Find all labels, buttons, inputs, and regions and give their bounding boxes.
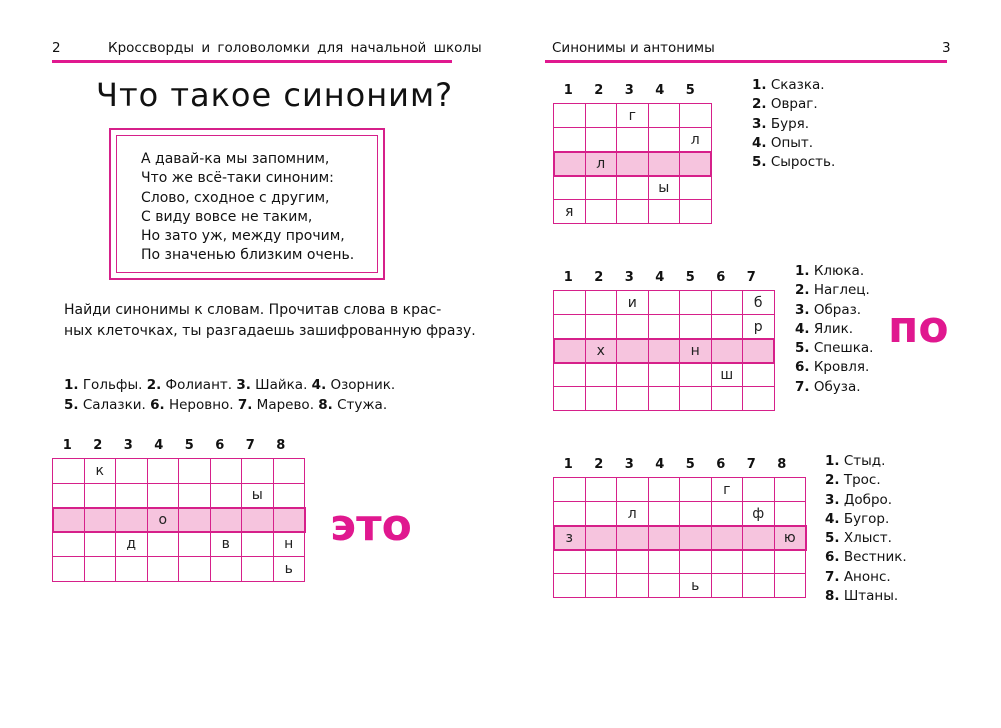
- clue-number: 7.: [825, 568, 840, 585]
- crossword-grid: [553, 477, 806, 598]
- column-number: 2: [594, 270, 604, 285]
- grid-row: [554, 291, 775, 315]
- grid-row: [554, 315, 775, 339]
- grid-cell[interactable]: [617, 574, 649, 598]
- grid-row: [53, 557, 305, 582]
- column-number: 5: [685, 270, 695, 285]
- column-number: 2: [594, 457, 604, 472]
- clue-list: [795, 262, 873, 397]
- grid-cell[interactable]: [680, 502, 712, 526]
- grid-cell[interactable]: г: [711, 478, 743, 502]
- grid-cell[interactable]: ш: [711, 363, 743, 387]
- poem-line: С виду вовсе не таким,: [141, 208, 313, 225]
- grid-cell[interactable]: [147, 557, 179, 582]
- grid-cell[interactable]: [585, 104, 617, 128]
- grid-cell[interactable]: [648, 104, 680, 128]
- grid-cell[interactable]: [147, 532, 179, 557]
- clue-item: [825, 452, 907, 471]
- grid-cell[interactable]: р: [743, 315, 775, 339]
- clue-word: Хлыст.: [839, 530, 892, 547]
- word-item: Фолиант.: [161, 377, 237, 393]
- word-item: Салазки.: [78, 397, 151, 413]
- grid-cell[interactable]: [210, 459, 242, 484]
- grid-cell[interactable]: [617, 315, 649, 339]
- grid-cell[interactable]: о: [147, 508, 179, 533]
- column-number: 7: [245, 438, 255, 453]
- grid-cell[interactable]: [554, 550, 586, 574]
- right-header-rule: [545, 60, 947, 63]
- grid-cell[interactable]: [242, 557, 274, 582]
- grid-cell[interactable]: к: [84, 459, 116, 484]
- clue-number: 2.: [825, 472, 840, 489]
- column-number: 3: [123, 438, 133, 453]
- clue-number: 6.: [825, 549, 840, 566]
- poem-line: Но зато уж, между прочим,: [141, 228, 345, 245]
- word-number: 6.: [150, 397, 165, 413]
- clue-word: Сказка.: [766, 77, 825, 93]
- grid-cell[interactable]: [774, 550, 806, 574]
- grid-cell[interactable]: [617, 363, 649, 387]
- clue-item: [752, 95, 835, 114]
- clue-item: [825, 548, 907, 567]
- grid-cell[interactable]: [242, 459, 274, 484]
- grid-row: [554, 502, 806, 526]
- clue-number: 2.: [795, 282, 810, 299]
- grid-cell[interactable]: [680, 291, 712, 315]
- grid-cell[interactable]: [774, 502, 806, 526]
- grid-cell[interactable]: [554, 574, 586, 598]
- grid-cell[interactable]: [648, 478, 680, 502]
- clue-word: Вестник.: [839, 549, 907, 566]
- clue-number: 1.: [795, 263, 810, 279]
- crossword-grid: [52, 458, 305, 582]
- grid-cell[interactable]: [53, 557, 85, 582]
- clue-item: [795, 339, 873, 358]
- clue-word: Обуза.: [809, 378, 861, 395]
- grid-cell[interactable]: [648, 152, 680, 176]
- column-number: 8: [276, 438, 286, 453]
- word-number: 4.: [311, 377, 327, 393]
- clue-word: Образ.: [809, 301, 862, 318]
- clue-number: 2.: [752, 96, 767, 113]
- clue-number: 6.: [795, 359, 810, 376]
- grid-row: [554, 363, 775, 387]
- grid-cell[interactable]: н: [680, 339, 712, 363]
- grid-cell[interactable]: з: [554, 526, 586, 550]
- clue-item: [752, 76, 835, 95]
- grid-cell[interactable]: [774, 574, 806, 598]
- grid-cell[interactable]: [585, 315, 617, 339]
- grid-cell[interactable]: [179, 483, 211, 508]
- grid-cell[interactable]: [554, 152, 586, 176]
- clue-item: [795, 281, 873, 300]
- grid-cell[interactable]: [273, 483, 305, 508]
- grid-cell[interactable]: [743, 550, 775, 574]
- grid-cell[interactable]: [648, 550, 680, 574]
- clue-number: 8.: [825, 588, 840, 605]
- clue-number: 3.: [825, 491, 840, 508]
- column-number: 2: [93, 438, 103, 453]
- grid-cell[interactable]: [554, 502, 586, 526]
- column-number: 2: [594, 83, 604, 98]
- grid-cell[interactable]: [680, 104, 712, 128]
- grid-cell[interactable]: [617, 200, 649, 224]
- clue-number: 4.: [795, 320, 810, 337]
- grid-cell[interactable]: ю: [774, 526, 806, 550]
- grid-cell[interactable]: [273, 508, 305, 533]
- column-number: 8: [777, 457, 787, 472]
- grid-cell[interactable]: [711, 315, 743, 339]
- grid-cell[interactable]: ф: [743, 502, 775, 526]
- grid-cell[interactable]: [554, 176, 586, 200]
- column-number: 1: [563, 270, 573, 285]
- clue-list: [752, 76, 835, 172]
- grid-cell[interactable]: [84, 557, 116, 582]
- grid-cell[interactable]: [585, 363, 617, 387]
- grid-cell[interactable]: [711, 339, 743, 363]
- grid-cell[interactable]: [116, 508, 148, 533]
- grid-cell[interactable]: [711, 574, 743, 598]
- grid-row: [554, 104, 712, 128]
- grid-cell[interactable]: [53, 483, 85, 508]
- grid-cell[interactable]: [585, 291, 617, 315]
- clue-word: Буря.: [766, 115, 810, 132]
- column-number: 7: [746, 457, 756, 472]
- instruction-line: Найди синонимы к словам. Прочитав слова в крас-: [64, 302, 442, 318]
- grid-cell[interactable]: [585, 502, 617, 526]
- grid-cell[interactable]: [585, 387, 617, 411]
- grid-cell[interactable]: [711, 526, 743, 550]
- column-number: 5: [685, 457, 695, 472]
- grid-cell[interactable]: [84, 508, 116, 533]
- grid-cell[interactable]: [648, 387, 680, 411]
- grid-cell[interactable]: [680, 152, 712, 176]
- word-item: Стужа.: [332, 397, 388, 413]
- grid-cell[interactable]: [554, 478, 586, 502]
- grid-cell[interactable]: [680, 176, 712, 200]
- column-number: 1: [563, 83, 573, 98]
- word-number: 2.: [146, 377, 162, 393]
- grid-cell[interactable]: [743, 387, 775, 411]
- clue-item: [795, 358, 873, 377]
- word-list-row: [64, 395, 395, 415]
- grid-row: [554, 176, 712, 200]
- grid-row: [53, 532, 305, 557]
- column-number: 1: [563, 457, 573, 472]
- grid-cell[interactable]: [116, 557, 148, 582]
- clue-item: [795, 262, 873, 281]
- clue-item: [795, 378, 873, 397]
- clue-word: Анонс.: [839, 568, 891, 585]
- word-item: Неровно.: [164, 397, 238, 413]
- clue-word: Трос.: [839, 472, 881, 489]
- clue-word: Опыт.: [766, 134, 814, 151]
- highlighted-row: [53, 508, 305, 533]
- word-number: 3.: [236, 377, 251, 393]
- clue-item: [825, 568, 907, 587]
- clue-word: Кровля.: [809, 359, 870, 376]
- word-item: Гольфы.: [78, 377, 147, 393]
- grid-cell[interactable]: [711, 550, 743, 574]
- grid-cell[interactable]: [617, 339, 649, 363]
- grid-cell[interactable]: [743, 363, 775, 387]
- grid-cell[interactable]: [617, 526, 649, 550]
- column-number: 4: [655, 270, 665, 285]
- grid-cell[interactable]: ы: [242, 483, 274, 508]
- column-number: 6: [716, 457, 726, 472]
- grid-cell[interactable]: д: [116, 532, 148, 557]
- grid-cell[interactable]: [648, 291, 680, 315]
- grid-cell[interactable]: [585, 128, 617, 152]
- grid-cell[interactable]: [711, 387, 743, 411]
- clue-word: Спешка.: [809, 340, 874, 357]
- clue-item: [795, 320, 873, 339]
- grid-cell[interactable]: л: [585, 152, 617, 176]
- right-page-number: 3: [942, 40, 951, 56]
- grid-row: [554, 200, 712, 224]
- page-title: Что такое синоним?: [96, 76, 454, 114]
- column-number: 6: [215, 438, 225, 453]
- clue-list: [825, 452, 907, 606]
- instruction-line: ных клеточках, ты разгадаешь зашифрованную фразу.: [64, 323, 476, 339]
- poem: [141, 150, 354, 266]
- grid-cell[interactable]: [711, 291, 743, 315]
- clue-item: [752, 115, 835, 134]
- column-number: 3: [624, 270, 634, 285]
- word-item: Марево.: [252, 397, 319, 413]
- clue-item: [825, 491, 907, 510]
- grid-cell[interactable]: [53, 508, 85, 533]
- instruction: [64, 300, 476, 342]
- clue-word: Бугор.: [839, 510, 890, 527]
- grid-cell[interactable]: [84, 532, 116, 557]
- grid-cell[interactable]: я: [554, 200, 586, 224]
- grid-cell[interactable]: [648, 339, 680, 363]
- grid-row: [554, 574, 806, 598]
- crossword-grid: [553, 290, 775, 411]
- grid-cell[interactable]: [648, 200, 680, 224]
- grid-cell[interactable]: [617, 176, 649, 200]
- clue-number: 3.: [795, 301, 810, 318]
- grid-cell[interactable]: [53, 532, 85, 557]
- grid-cell[interactable]: [242, 508, 274, 533]
- grid-cell[interactable]: [84, 483, 116, 508]
- grid-cell[interactable]: х: [585, 339, 617, 363]
- grid-cell[interactable]: [648, 574, 680, 598]
- clue-number: 5.: [795, 340, 810, 357]
- clue-word: Добро.: [839, 491, 893, 508]
- grid-cell[interactable]: [179, 557, 211, 582]
- clue-word: Клюка.: [809, 263, 865, 279]
- highlighted-row: [554, 152, 712, 176]
- column-number: 1: [62, 438, 72, 453]
- grid-cell[interactable]: [743, 574, 775, 598]
- right-running-title: Синонимы и антонимы: [552, 40, 715, 56]
- grid-cell[interactable]: [774, 478, 806, 502]
- highlighted-row: [554, 339, 775, 363]
- grid-cell[interactable]: [554, 339, 586, 363]
- grid-cell[interactable]: [743, 526, 775, 550]
- grid-cell[interactable]: и: [617, 291, 649, 315]
- grid-cell[interactable]: [210, 483, 242, 508]
- grid-cell[interactable]: [617, 550, 649, 574]
- highlighted-row: [554, 526, 806, 550]
- grid-row: [554, 550, 806, 574]
- grid-cell[interactable]: [617, 152, 649, 176]
- grid-cell[interactable]: [554, 387, 586, 411]
- grid-cell[interactable]: ы: [648, 176, 680, 200]
- column-number: 5: [685, 83, 695, 98]
- poem-line: Что же всё-таки синоним:: [141, 170, 334, 187]
- word-number: 5.: [64, 397, 79, 413]
- grid-cell[interactable]: ь: [273, 557, 305, 582]
- word-item: Шайка.: [250, 377, 312, 393]
- grid-cell[interactable]: [680, 200, 712, 224]
- clue-item: [825, 587, 907, 606]
- grid-cell[interactable]: л: [617, 502, 649, 526]
- grid-cell[interactable]: [210, 508, 242, 533]
- grid-row: [53, 483, 305, 508]
- grid-cell[interactable]: [743, 339, 775, 363]
- crossword-grid: [553, 103, 712, 224]
- word-number: 7.: [237, 397, 253, 413]
- column-number: 3: [624, 83, 634, 98]
- grid-cell[interactable]: [680, 550, 712, 574]
- column-number: 4: [655, 457, 665, 472]
- grid-cell[interactable]: [554, 291, 586, 315]
- grid-cell[interactable]: [617, 478, 649, 502]
- answer-word: по: [888, 302, 949, 353]
- column-number: 5: [184, 438, 194, 453]
- grid-cell[interactable]: [179, 459, 211, 484]
- poem-line: По значенью близким очень.: [141, 247, 355, 264]
- grid-cell[interactable]: [210, 557, 242, 582]
- column-number: 4: [154, 438, 164, 453]
- grid-cell[interactable]: [554, 104, 586, 128]
- clue-number: 4.: [825, 510, 840, 527]
- grid-cell[interactable]: [680, 478, 712, 502]
- grid-cell[interactable]: б: [743, 291, 775, 315]
- grid-cell[interactable]: [147, 459, 179, 484]
- grid-cell[interactable]: [242, 532, 274, 557]
- grid-cell[interactable]: [585, 550, 617, 574]
- grid-cell[interactable]: [585, 526, 617, 550]
- clue-number: 5.: [752, 154, 767, 171]
- grid-cell[interactable]: [585, 176, 617, 200]
- clue-item: [825, 471, 907, 490]
- word-list: [64, 375, 395, 415]
- left-running-title: Кроссворды и головоломки для начальной школы: [108, 40, 482, 56]
- clue-number: 5.: [825, 530, 840, 547]
- clue-word: Овраг.: [766, 96, 818, 113]
- grid-cell[interactable]: ь: [680, 574, 712, 598]
- grid-cell[interactable]: [147, 483, 179, 508]
- grid-cell[interactable]: [680, 363, 712, 387]
- grid-cell[interactable]: л: [680, 128, 712, 152]
- clue-number: 1.: [752, 77, 767, 93]
- grid-cell[interactable]: [648, 315, 680, 339]
- grid-cell[interactable]: [617, 387, 649, 411]
- column-number: 6: [716, 270, 726, 285]
- clue-item: [752, 153, 835, 172]
- grid-cell[interactable]: [585, 478, 617, 502]
- grid-cell[interactable]: [617, 128, 649, 152]
- column-number: 7: [746, 270, 756, 285]
- column-number: 3: [624, 457, 634, 472]
- left-page-number: 2: [52, 40, 61, 56]
- grid-cell[interactable]: [648, 526, 680, 550]
- grid-row: [554, 387, 775, 411]
- column-number: 4: [655, 83, 665, 98]
- word-number: 1.: [64, 377, 79, 393]
- grid-cell[interactable]: [680, 526, 712, 550]
- grid-cell[interactable]: [179, 508, 211, 533]
- clue-word: Сырость.: [766, 154, 836, 171]
- grid-cell[interactable]: [554, 363, 586, 387]
- grid-cell[interactable]: г: [617, 104, 649, 128]
- clue-number: 7.: [795, 378, 810, 395]
- clue-item: [825, 510, 907, 529]
- grid-cell[interactable]: н: [273, 532, 305, 557]
- clue-item: [795, 301, 873, 320]
- grid-cell[interactable]: [585, 574, 617, 598]
- poem-line: А давай-ка мы запомним,: [141, 151, 330, 167]
- clue-word: Ялик.: [809, 320, 854, 337]
- clue-number: 4.: [752, 134, 767, 151]
- clue-word: Наглец.: [809, 282, 870, 299]
- poem-frame: [109, 128, 385, 280]
- grid-cell[interactable]: [648, 128, 680, 152]
- word-item: Озорник.: [326, 377, 396, 393]
- grid-cell[interactable]: [179, 532, 211, 557]
- grid-cell[interactable]: в: [210, 532, 242, 557]
- grid-row: [554, 128, 712, 152]
- grid-cell[interactable]: [648, 363, 680, 387]
- clue-number: 3.: [752, 115, 767, 132]
- answer-word: это: [330, 500, 412, 551]
- grid-cell[interactable]: [743, 478, 775, 502]
- grid-cell[interactable]: [648, 502, 680, 526]
- word-list-row: [64, 375, 395, 395]
- grid-row: [53, 459, 305, 484]
- clue-item: [752, 134, 835, 153]
- left-header-rule: [52, 60, 452, 63]
- grid-cell[interactable]: [554, 128, 586, 152]
- grid-cell[interactable]: [116, 459, 148, 484]
- grid-cell[interactable]: [554, 315, 586, 339]
- grid-cell[interactable]: [680, 315, 712, 339]
- clue-word: Стыд.: [839, 453, 886, 469]
- grid-row: [554, 478, 806, 502]
- grid-cell[interactable]: [53, 459, 85, 484]
- clue-item: [825, 529, 907, 548]
- grid-cell[interactable]: [585, 200, 617, 224]
- grid-cell[interactable]: [116, 483, 148, 508]
- grid-cell[interactable]: [273, 459, 305, 484]
- clue-word: Штаны.: [839, 588, 899, 605]
- poem-line: Слово, сходное с другим,: [141, 189, 330, 206]
- grid-cell[interactable]: [711, 502, 743, 526]
- clue-number: 1.: [825, 453, 840, 469]
- grid-cell[interactable]: [680, 387, 712, 411]
- word-number: 8.: [318, 397, 333, 413]
